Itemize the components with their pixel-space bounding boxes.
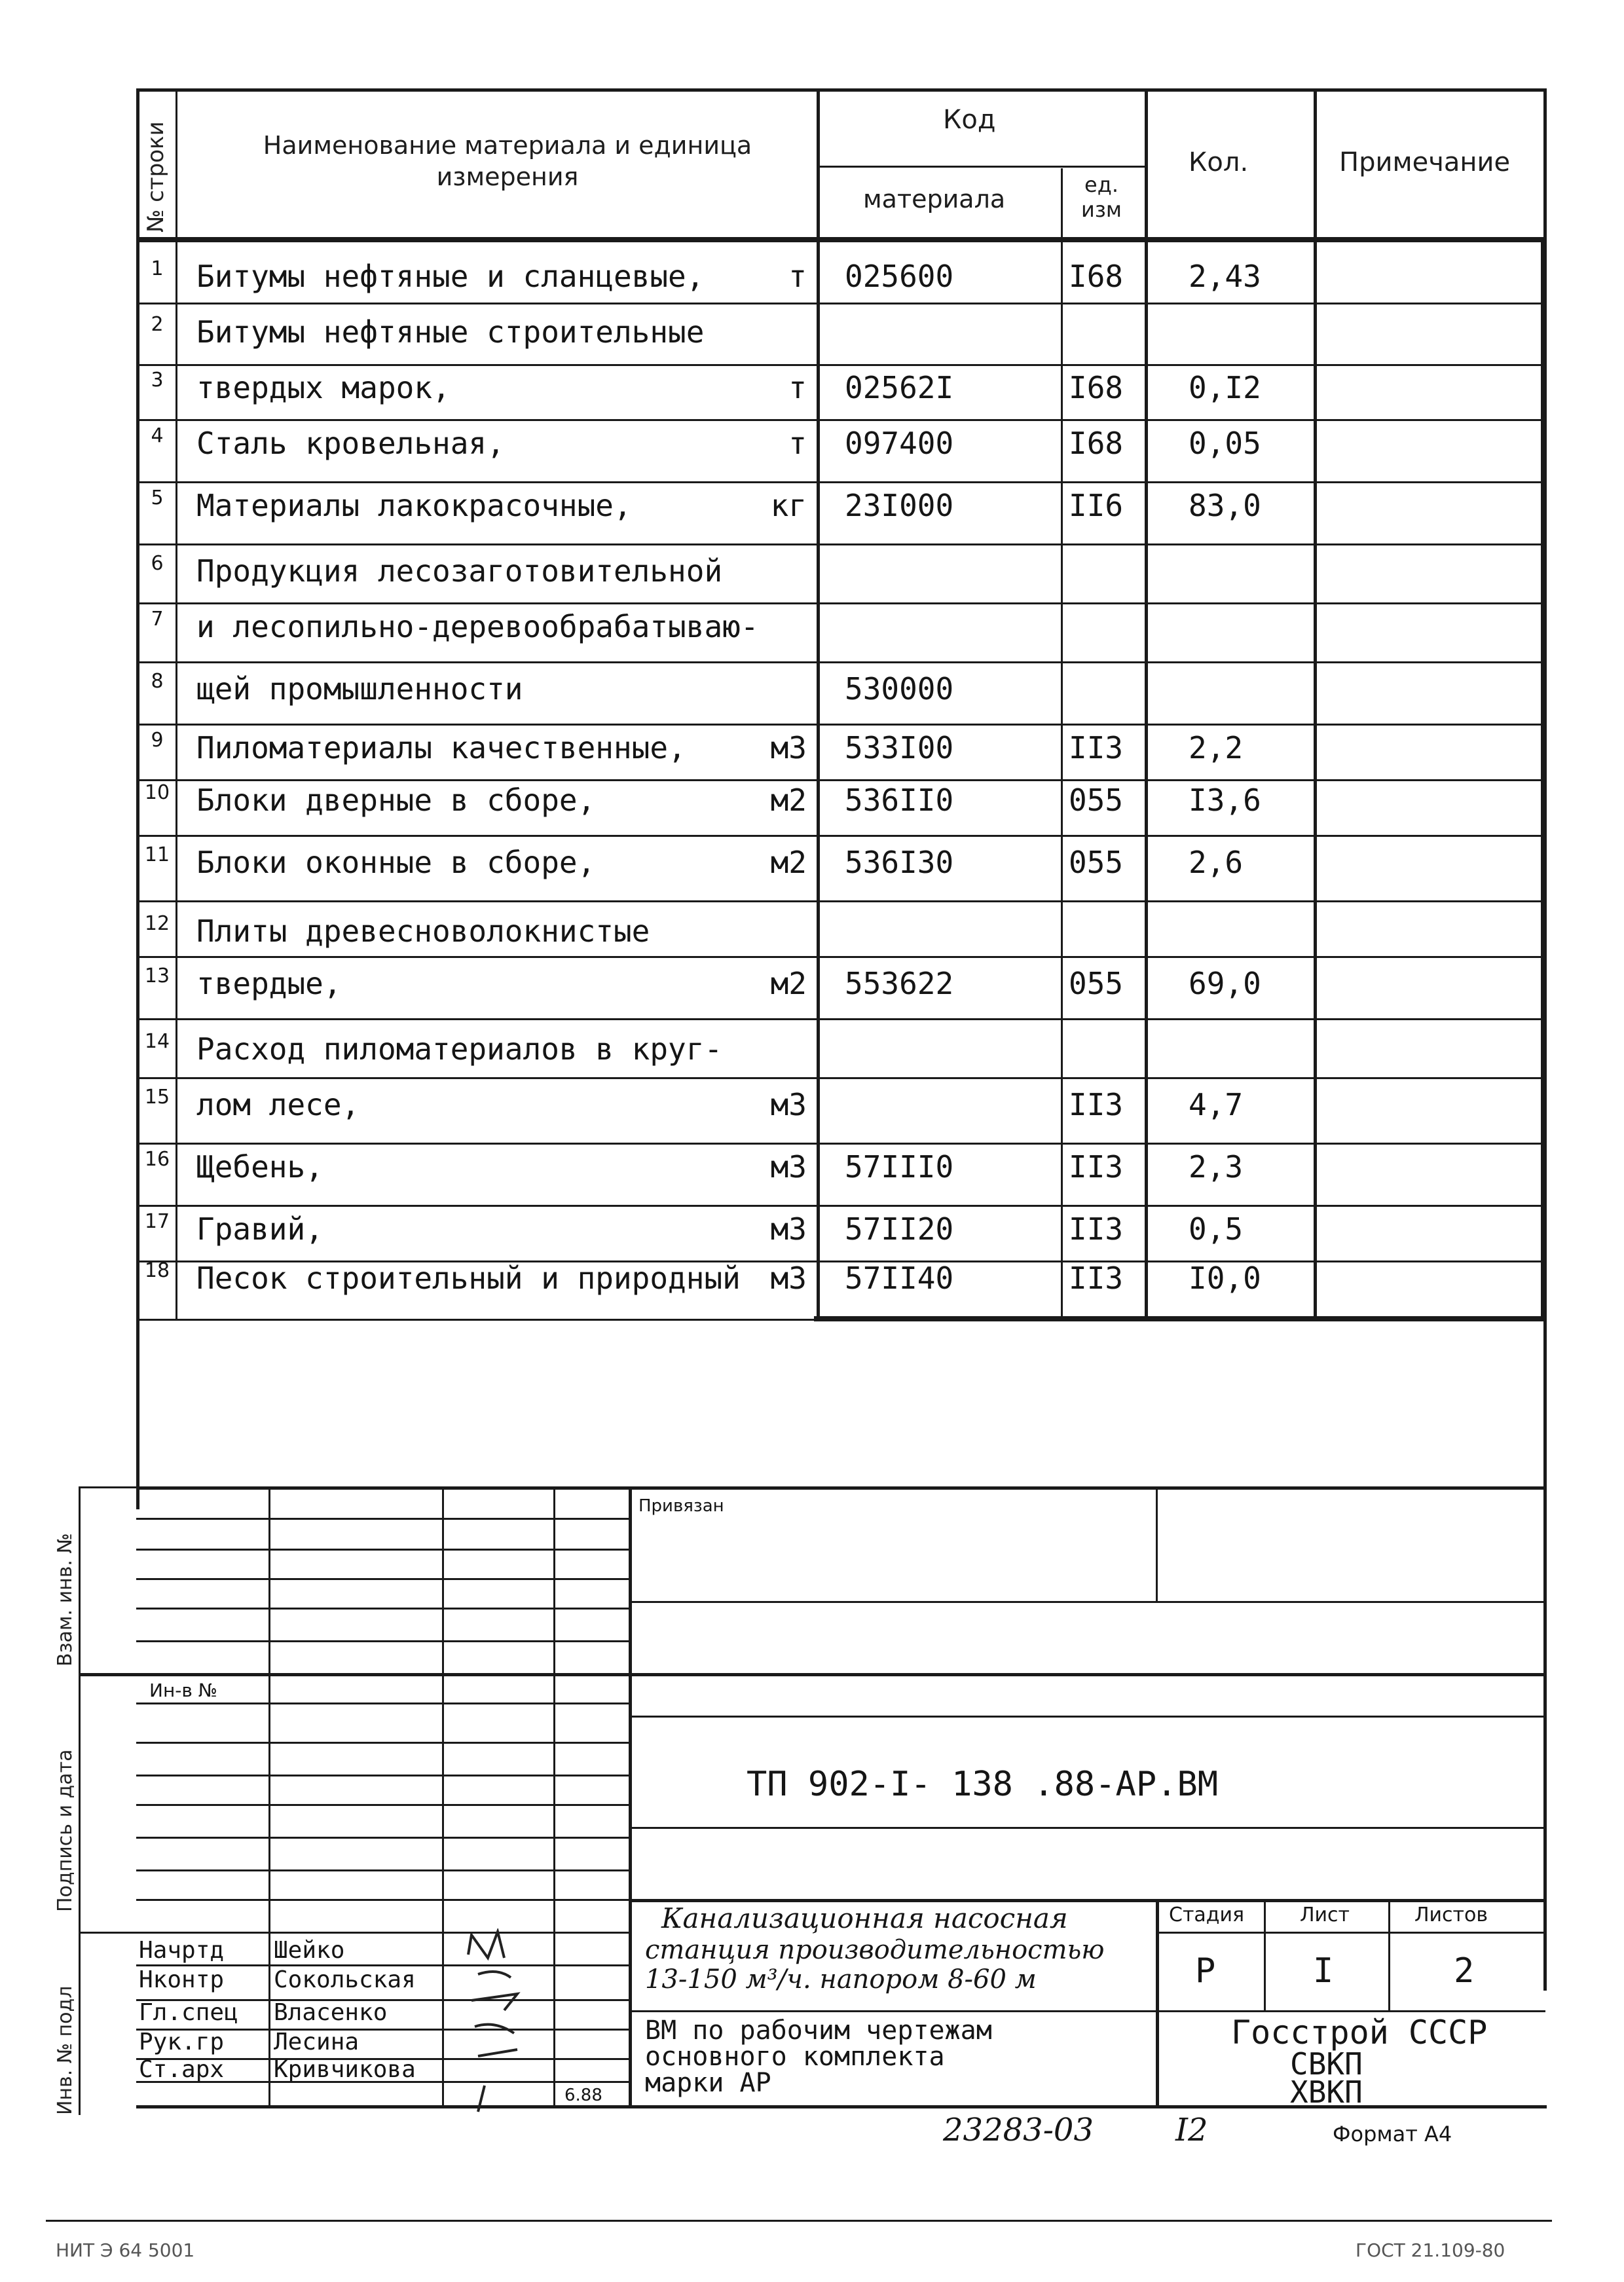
row-quantity: 0,I2 [1189, 370, 1261, 405]
row-name: Гравий, [196, 1211, 323, 1247]
row-material-code: 57II40 [845, 1261, 954, 1296]
row-number: 8 [151, 670, 164, 693]
row-number: 15 [144, 1086, 170, 1109]
row-unit-code: II3 [1069, 1211, 1124, 1247]
row-quantity: I0,0 [1189, 1261, 1261, 1296]
row-material-code: 536II0 [845, 782, 954, 818]
row-unit: м2 [770, 966, 807, 1001]
format-label: Формат А4 [1333, 2122, 1452, 2146]
sheet-value: I [1313, 1951, 1334, 1991]
row-unit-code: II3 [1069, 1261, 1124, 1296]
row-quantity: 69,0 [1189, 966, 1261, 1001]
row-number: 4 [151, 424, 164, 447]
row-name: Битумы нефтяные строительные [196, 314, 705, 350]
row-number-header: № строки [143, 121, 169, 232]
unit-code-header: ед. изм [1081, 172, 1122, 222]
code-header: Код [943, 105, 996, 135]
row-number: 5 [151, 487, 164, 509]
row-material-code: 530000 [845, 671, 954, 707]
row-name: Материалы лакокрасочные, [196, 488, 632, 523]
row-number: 6 [151, 552, 164, 575]
row-quantity: 2,43 [1189, 259, 1261, 294]
row-unit: м2 [770, 845, 807, 880]
row-number: 2 [151, 313, 164, 336]
row-name: Плиты древесноволокнистые [196, 913, 650, 949]
row-unit-code: 055 [1069, 782, 1124, 818]
project-line-2: станция производительностью [645, 1935, 1105, 1965]
sheet-title-line-3: марки АР [645, 2068, 771, 2098]
row-unit: м3 [770, 1261, 807, 1296]
sheets-label: Листов [1414, 1904, 1488, 1926]
row-quantity: 4,7 [1189, 1087, 1244, 1122]
signer-role: Ст.арх [139, 2056, 225, 2083]
row-name: Сталь кровельная, [196, 426, 505, 461]
archive-sheet: I2 [1175, 2112, 1208, 2148]
row-number: 3 [151, 369, 164, 392]
row-material-code: 23I000 [845, 488, 954, 523]
archive-number: 23283-03 [943, 2112, 1094, 2148]
row-material-code: 025600 [845, 259, 954, 294]
row-unit-code: II3 [1069, 1149, 1124, 1185]
row-material-code: 553622 [845, 966, 954, 1001]
row-quantity: I3,6 [1189, 782, 1261, 818]
inv-no-label: Ин-в № [149, 1680, 217, 1701]
row-number: 9 [151, 729, 164, 752]
material-code-header: материала [863, 185, 1006, 213]
side-vzam-label: Взам. инв. № [54, 1533, 77, 1666]
row-unit: м3 [770, 1149, 807, 1185]
row-name: Расход пиломатериалов в круг- [196, 1031, 723, 1067]
row-unit-code: 055 [1069, 845, 1124, 880]
org-line-1: Госстрой СССР [1231, 2014, 1488, 2052]
row-name: и лесопильно-деревообрабатываю- [196, 609, 759, 644]
row-name: Щебень, [196, 1149, 323, 1185]
row-number: 16 [144, 1148, 170, 1171]
signer-role: Начртд [139, 1937, 225, 1964]
row-unit: м2 [770, 782, 807, 818]
row-material-code: 536I30 [845, 845, 954, 880]
row-unit: м3 [770, 1087, 807, 1122]
row-unit-code: 055 [1069, 966, 1124, 1001]
row-number: 12 [144, 912, 170, 935]
row-number: 18 [144, 1259, 170, 1282]
row-name: Блоки оконные в сборе, [196, 845, 596, 880]
signer-name: Кривчикова [274, 2056, 416, 2083]
footer-right: ГОСТ 21.109-80 [1356, 2239, 1505, 2261]
note-header: Примечание [1339, 147, 1511, 177]
qty-header: Кол. [1189, 147, 1249, 177]
name-header: Наименование материала и единица измерения [263, 131, 752, 191]
row-name: лом лесе, [196, 1087, 360, 1122]
row-unit-code: II3 [1069, 1087, 1124, 1122]
row-unit: кг [770, 488, 807, 523]
signer-role: Гл.спец [139, 1999, 238, 2026]
sheet-title-line-2: основного комплекта [645, 2042, 945, 2072]
org-line-2: СВКП [1290, 2046, 1363, 2082]
row-name: твердые, [196, 966, 342, 1001]
stage-value: Р [1195, 1951, 1216, 1991]
row-number: 1 [151, 257, 164, 280]
row-unit: м3 [770, 1211, 807, 1247]
privyazan-label: Привязан [638, 1496, 724, 1516]
side-inv-label: Инв. № подл [54, 1985, 77, 2115]
row-name: Продукция лесозаготовительной [196, 553, 723, 589]
row-quantity: 83,0 [1189, 488, 1261, 523]
sheet-label: Лист [1300, 1904, 1350, 1926]
row-material-code: 02562I [845, 370, 954, 405]
stage-label: Стадия [1169, 1904, 1245, 1926]
sheet-title-line-1: ВМ по рабочим чертежам [645, 2015, 992, 2046]
side-podpis-label: Подпись и дата [54, 1749, 77, 1912]
signer-role: Нконтр [139, 1966, 225, 1993]
signer-name: Лесина [274, 2029, 360, 2055]
row-quantity: 0,5 [1189, 1211, 1244, 1247]
row-number: 10 [144, 781, 170, 804]
row-unit: м3 [770, 730, 807, 765]
row-name: Битумы нефтяные и сланцевые, [196, 259, 705, 294]
row-unit-code: II3 [1069, 730, 1124, 765]
row-material-code: 097400 [845, 426, 954, 461]
row-number: 14 [144, 1030, 170, 1053]
signer-role: Рук.гр [139, 2029, 225, 2055]
row-name: Песок строительный и природный [196, 1261, 741, 1296]
org-line-3: ХВКП [1290, 2074, 1363, 2110]
signer-name: Сокольская [274, 1966, 416, 1993]
row-quantity: 2,3 [1189, 1149, 1244, 1185]
doc-code: ТП 902-I- 138 .88-АР.ВМ [747, 1765, 1219, 1804]
row-material-code: 57III0 [845, 1149, 954, 1185]
sheets-value: 2 [1454, 1951, 1475, 1991]
sign-date: 6.88 [564, 2086, 602, 2105]
row-unit: т [788, 426, 807, 461]
footer-left: НИТ Э 64 5001 [56, 2239, 195, 2261]
project-line-1: Канализационная насосная [661, 1902, 1068, 1934]
row-unit-code: I68 [1069, 370, 1124, 405]
row-material-code: 57II20 [845, 1211, 954, 1247]
row-number: 17 [144, 1210, 170, 1233]
row-unit: т [788, 370, 807, 405]
signature-scribble [458, 1928, 550, 2125]
row-unit: т [788, 259, 807, 294]
row-material-code: 533I00 [845, 730, 954, 765]
row-quantity: 2,6 [1189, 845, 1244, 880]
project-line-3: 13-150 м³/ч. напором 8-60 м [645, 1964, 1037, 1995]
row-number: 7 [151, 608, 164, 631]
row-unit-code: II6 [1069, 488, 1124, 523]
row-quantity: 0,05 [1189, 426, 1261, 461]
row-number: 13 [144, 965, 170, 987]
row-name: Блоки дверные в сборе, [196, 782, 596, 818]
row-name: щей промышленности [196, 671, 523, 707]
row-unit-code: I68 [1069, 259, 1124, 294]
row-unit-code: I68 [1069, 426, 1124, 461]
row-name: Пиломатериалы качественные, [196, 730, 686, 765]
row-quantity: 2,2 [1189, 730, 1244, 765]
signer-name: Шейко [274, 1937, 345, 1964]
row-number: 11 [144, 843, 170, 866]
signer-name: Власенко [274, 1999, 388, 2026]
row-name: твердых марок, [196, 370, 451, 405]
